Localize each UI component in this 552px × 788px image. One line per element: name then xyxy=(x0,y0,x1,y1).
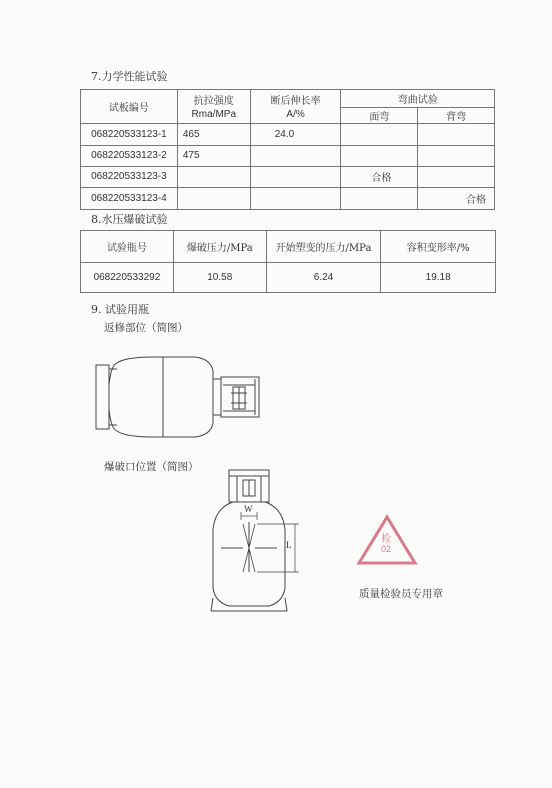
yield-pressure-value: 6.24 xyxy=(266,263,381,293)
elongation-value xyxy=(250,145,341,166)
header-volume-deformation: 容积变形率/% xyxy=(381,231,496,263)
table-row xyxy=(81,187,495,209)
header-bend-test: 弯曲试验 xyxy=(341,90,495,108)
dim-w-label: W xyxy=(244,504,253,514)
strength-value xyxy=(177,187,250,209)
table-row xyxy=(81,123,495,145)
plate-id: 068220533123-2 xyxy=(81,145,178,166)
stamp-text-number: 02 xyxy=(381,544,392,554)
back-bend-value xyxy=(418,123,495,145)
header-elongation-unit: A/% xyxy=(250,107,341,123)
cylinder-id: 068220533292 xyxy=(81,263,174,293)
back-bend-value xyxy=(418,166,495,187)
face-bend-value xyxy=(341,145,418,166)
strength-value: 465 xyxy=(177,123,250,145)
elongation-value xyxy=(250,166,341,187)
stamp-label: 质量检验员专用章 xyxy=(359,588,443,600)
face-bend-value xyxy=(341,123,418,145)
stamp-text-inspect: 检 xyxy=(381,534,391,545)
burst-test-table xyxy=(80,230,496,293)
plate-id: 068220533123-3 xyxy=(81,166,178,187)
plate-id: 068220533123-1 xyxy=(81,123,178,145)
mechanical-test-table xyxy=(80,89,495,210)
table-row xyxy=(81,145,495,166)
strength-value: 475 xyxy=(177,145,250,166)
header-plate-id: 试板编号 xyxy=(81,90,178,124)
back-bend-value: 合格 xyxy=(418,187,495,209)
header-elongation: 断后伸长率 xyxy=(250,90,341,108)
repair-caption: 返修部位（简图） xyxy=(104,322,188,334)
section7-title: 7.力学性能试验 xyxy=(91,70,168,83)
header-face-bend: 面弯 xyxy=(341,107,418,123)
header-yield-pressure: 开始塑变的压力/MPa xyxy=(266,231,381,263)
strength-value xyxy=(177,166,250,187)
table-row xyxy=(81,263,496,293)
section8-title: 8.水压爆破试验 xyxy=(91,213,168,226)
header-back-bend: 背弯 xyxy=(418,107,495,123)
header-cylinder-id: 试验瓶号 xyxy=(81,231,174,263)
header-strength-unit: Rma/MPa xyxy=(177,107,250,123)
table-row xyxy=(81,166,495,187)
repair-cylinder-diagram xyxy=(95,355,265,445)
header-strength: 抗拉强度 xyxy=(177,90,250,108)
burst-pressure-value: 10.58 xyxy=(173,263,266,293)
face-bend-value xyxy=(341,187,418,209)
deformation-value: 19.18 xyxy=(381,263,496,293)
elongation-value: 24.0 xyxy=(250,123,341,145)
elongation-value xyxy=(250,187,341,209)
back-bend-value xyxy=(418,145,495,166)
burst-cylinder-diagram xyxy=(207,468,317,613)
burst-caption: 爆破口位置（简图） xyxy=(104,461,199,473)
section9-title: 9. 试验用瓶 xyxy=(91,303,149,316)
dim-l-label: L xyxy=(286,540,292,550)
plate-id: 068220533123-4 xyxy=(81,187,178,209)
face-bend-value: 合格 xyxy=(341,166,418,187)
header-burst-pressure: 爆破压力/MPa xyxy=(173,231,266,263)
